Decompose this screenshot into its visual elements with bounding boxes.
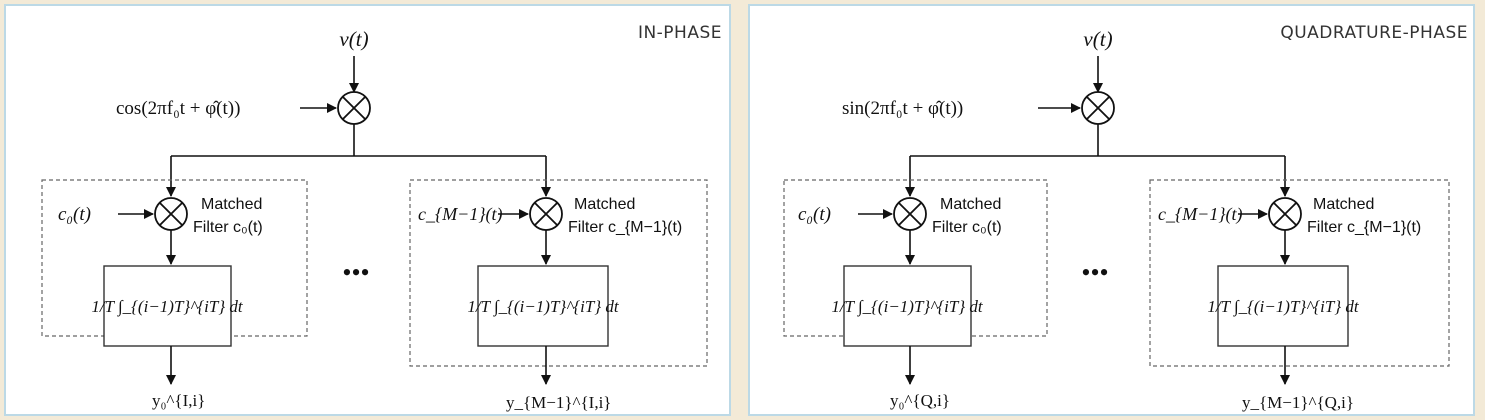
- carrier-mixer-icon: [1082, 92, 1114, 124]
- panel-header: QUADRATURE-PHASE: [1280, 23, 1468, 43]
- left-filter-label-line1: Matched: [201, 196, 263, 213]
- left-mixer-icon: [894, 198, 926, 230]
- quadrature-phase-panel: [748, 4, 1475, 416]
- left-code-label: c₀(t): [58, 204, 91, 225]
- left-output-label: y₀^{I,i}: [152, 391, 206, 410]
- right-integrator-label: 1/T ∫_{(i−1)T}^{iT} dt: [467, 297, 619, 316]
- carrier-label: sin(2πf₀t + φ̂(t)): [842, 98, 964, 119]
- left-filter-label-line2: Filter c₀(t): [193, 219, 263, 236]
- right-filter-label-line1: Matched: [574, 196, 636, 213]
- left-integrator-label: 1/T ∫_{(i−1)T}^{iT} dt: [831, 297, 983, 316]
- panel-header: IN-PHASE: [637, 23, 722, 43]
- right-filter-label-line1: Matched: [1313, 196, 1375, 213]
- right-code-label: c_{M−1}(t): [418, 204, 503, 224]
- right-output-label: y_{M−1}^{Q,i}: [1242, 393, 1355, 412]
- ellipsis: •••: [342, 258, 370, 287]
- right-mixer-icon: [530, 198, 562, 230]
- right-integrator-label: 1/T ∫_{(i−1)T}^{iT} dt: [1207, 297, 1359, 316]
- input-signal-label: v(t): [1083, 27, 1113, 51]
- left-integrator-label: 1/T ∫_{(i−1)T}^{iT} dt: [91, 297, 243, 316]
- right-filter-label-line2: Filter c_{M−1}(t): [1307, 219, 1422, 236]
- ellipsis: •••: [1081, 258, 1109, 287]
- right-filter-label-line2: Filter c_{M−1}(t): [568, 219, 683, 236]
- input-signal-label: v(t): [339, 27, 369, 51]
- quadrature-phase-diagram: [750, 6, 1477, 418]
- right-code-label: c_{M−1}(t): [1158, 204, 1243, 224]
- left-filter-label-line1: Matched: [940, 196, 1002, 213]
- left-code-label: c₀(t): [798, 204, 831, 225]
- right-output-label: y_{M−1}^{I,i}: [506, 393, 612, 412]
- right-mixer-icon: [1269, 198, 1301, 230]
- left-mixer-icon: [155, 198, 187, 230]
- carrier-label: cos(2πf₀t + φ̂(t)): [116, 98, 241, 119]
- in-phase-panel: [4, 4, 731, 416]
- left-output-label: y₀^{Q,i}: [890, 391, 950, 410]
- carrier-mixer-icon: [338, 92, 370, 124]
- in-phase-diagram: [6, 6, 733, 418]
- left-filter-label-line2: Filter c₀(t): [932, 219, 1002, 236]
